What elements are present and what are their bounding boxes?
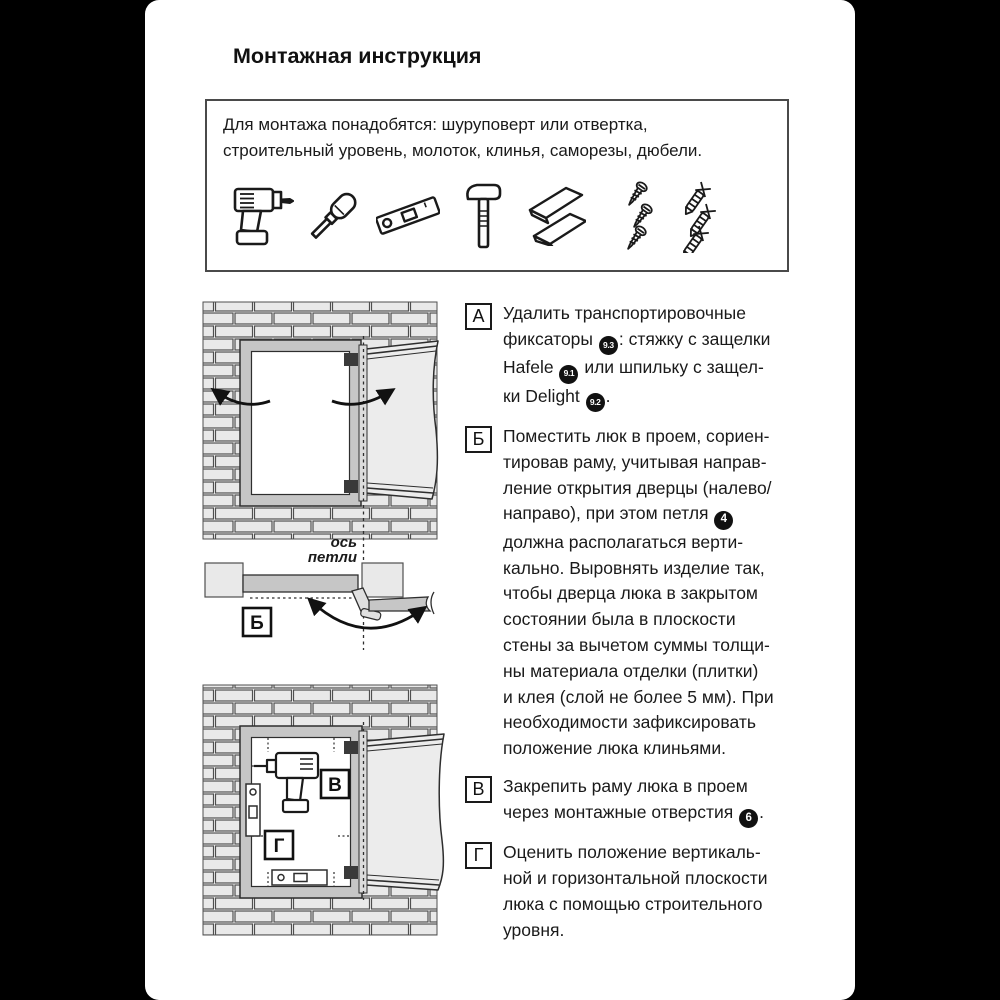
ref-badge: 4	[714, 511, 733, 530]
level-horizontal-icon	[272, 870, 327, 885]
wedges-icon	[528, 186, 586, 246]
ref-badge: 9.1	[559, 365, 578, 384]
diagram-marker-b: Б	[250, 613, 264, 634]
step-letter-box: А	[465, 303, 492, 330]
step-А	[465, 301, 799, 412]
tools-text-line1: Для монтажа понадобятся: шуруповерт или отвертка,	[223, 115, 648, 134]
ref-badge: 6	[739, 809, 758, 828]
tools-text-line2: строительный уровень, молоток, клинья, саморезы, дюбели.	[223, 141, 703, 160]
page-title: Монтажная инструкция	[233, 44, 482, 68]
hinge-bottom	[344, 866, 358, 879]
ref-badge: 9.2	[586, 393, 605, 412]
screws-icon	[620, 180, 654, 252]
step-text: Оценить положение вертикаль- ной и горизонтальной плоскости люка с помощью строительного уровня.	[503, 842, 768, 940]
step-Г	[465, 840, 799, 943]
tools-required-text	[223, 112, 787, 164]
step-letter-box: В	[465, 776, 492, 803]
step-letter-box: Б	[465, 426, 492, 453]
step-letter-box: Г	[465, 842, 492, 869]
diagram-marker-v: В	[328, 775, 342, 796]
step-Б	[465, 424, 799, 762]
step-text: Удалить транспортировочные фиксаторы 9.3 : стяжку с защелки Hafele 9.1 или шпильку с защел- ки Delight 9.2 .	[503, 301, 770, 412]
instruction-sheet	[145, 0, 855, 1000]
hinge-top	[344, 741, 358, 754]
tools-box	[205, 99, 789, 272]
diagram-fixing-view	[203, 685, 444, 935]
screwdriver-icon	[304, 184, 364, 248]
hinge-axis-label-line1: ось	[330, 534, 357, 551]
diagram-plan-view	[205, 563, 434, 636]
hinge-bottom	[344, 480, 358, 493]
step-text: Поместить люк в проем, сориен- тировав раму, учитывая направ- ление открытия дверцы (налево/ направо), при этом петля 4 должна располагаться верти- кально. Выровнять изделие так, чтобы дверца люка в закрытом состоянии была в плоскости стены за вычетом суммы толщи- ны материала отделки (плитки) и клея (слой не более 5 мм). При необходимости зафиксировать положение люка клиньями.	[503, 425, 774, 759]
level-vertical-icon	[246, 784, 260, 836]
ref-badge: 9.3	[599, 336, 618, 355]
drill-icon	[231, 180, 294, 252]
instruction-steps	[465, 301, 799, 955]
step-В	[465, 774, 799, 828]
tools-icons-row	[231, 179, 720, 253]
installation-diagrams	[195, 295, 455, 950]
dowels-icon	[672, 179, 720, 253]
level-icon	[376, 186, 440, 246]
open-door-panel	[366, 734, 444, 890]
step-text: Закрепить раму люка в проем через монтажные отверстия 6 .	[503, 774, 764, 828]
frame-section	[243, 575, 358, 592]
hinge-top	[344, 353, 358, 366]
open-door-panel	[366, 341, 438, 499]
diagram-marker-g: Г	[273, 836, 285, 857]
hammer-icon	[464, 181, 502, 251]
hinge-axis-label-line2: петли	[307, 549, 357, 566]
